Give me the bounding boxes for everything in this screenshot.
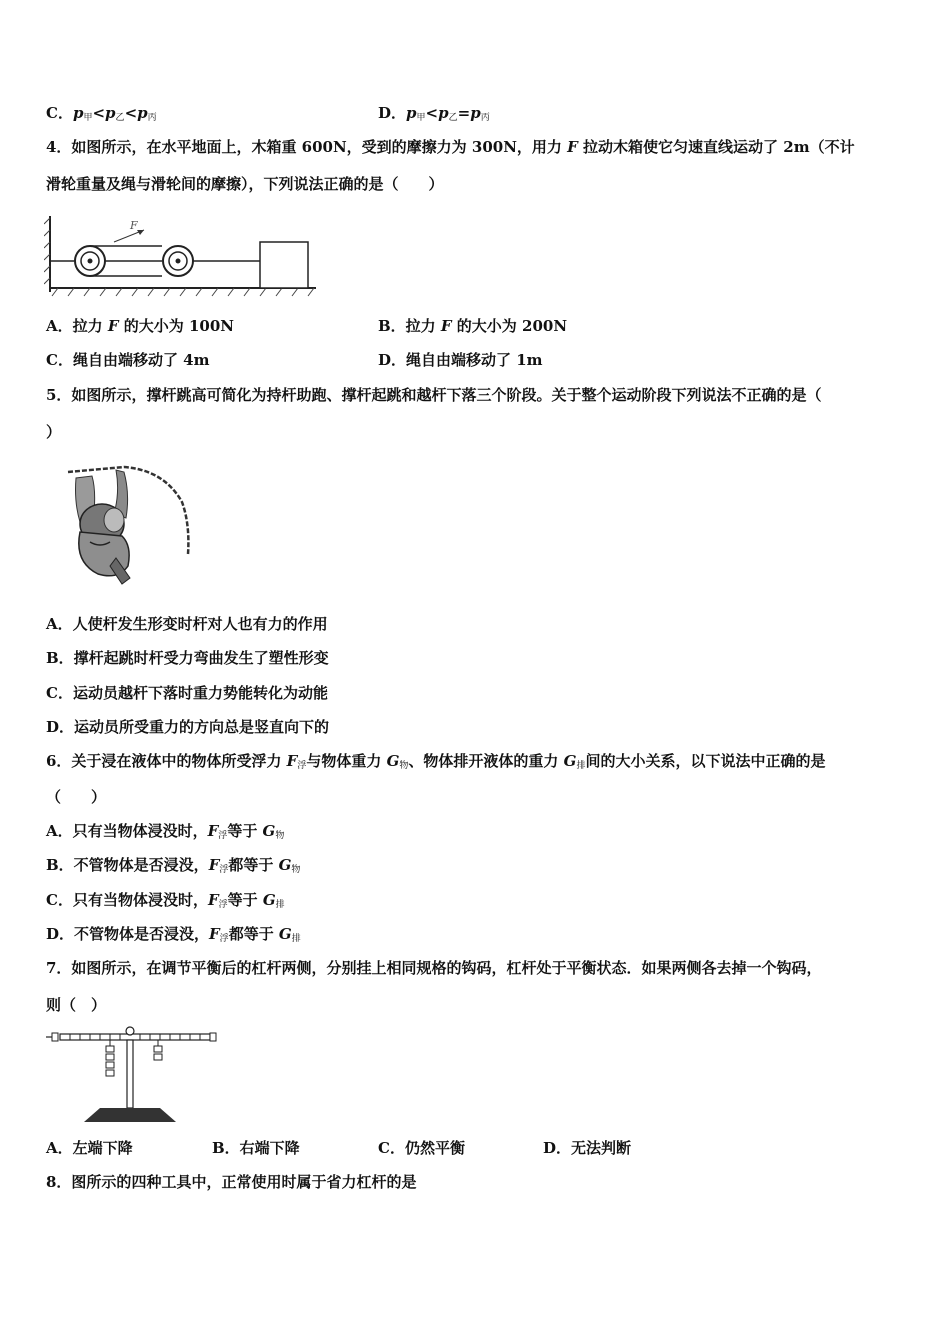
q7-option-c[interactable]: C．仍然平衡 — [378, 1139, 465, 1157]
force-label-f: F — [130, 219, 138, 232]
q6-stem-line1: 6．关于浸在液体中的物体所受浮力 $F_浮$与物体重力 $G_物$、物体排开液体的重力 $G_排$间的大小关系，以下说法中正确的是 — [46, 752, 826, 771]
q6-option-c[interactable]: C．只有当物体浸没时，$F_浮$等于 $G_排$ — [46, 891, 285, 910]
q7-option-d[interactable]: D．无法判断 — [543, 1139, 632, 1157]
q4-stem-line1: 4．如图所示，在水平地面上，木箱重 600N，受到的摩擦力为 300N，用力 F 拉动木箱使它匀速直线运动了 2m（不计 — [46, 138, 855, 156]
q5-option-b[interactable]: B．撑杆起跳时杆受力弯曲发生了塑性形变 — [46, 649, 329, 667]
q4-stem-line2: 滑轮重量及绳与滑轮间的摩擦），下列说法正确的是（ ） — [46, 175, 444, 193]
q5-option-a[interactable]: A．人使杆发生形变时杆对人也有力的作用 — [46, 615, 328, 633]
q5-option-d[interactable]: D．运动员所受重力的方向总是竖直向下的 — [46, 718, 330, 736]
q7-stem-line1: 7．如图所示，在调节平衡后的杠杆两侧，分别挂上相同规格的钩码，杠杆处于平衡状态．如果两侧各去掉一个钩码， — [46, 959, 822, 977]
q4-option-a[interactable]: A．拉力 F 的大小为 100N — [46, 317, 234, 335]
q6-stem-line2: （ ） — [46, 788, 107, 806]
q4-option-c[interactable]: C．绳自由端移动了 4m — [46, 351, 210, 369]
q6-option-b[interactable]: B．不管物体是否浸没，$F_浮$都等于 $G_物$ — [46, 856, 301, 875]
q5-option-c[interactable]: C．运动员越杆下落时重力势能转化为动能 — [46, 684, 328, 702]
q5-stem-line2: ） — [46, 423, 62, 441]
q7-option-a[interactable]: A．左端下降 — [46, 1139, 133, 1157]
q6-option-a[interactable]: A．只有当物体浸没时，$F_浮$等于 $G_物$ — [46, 822, 285, 841]
q6-option-d[interactable]: D．不管物体是否浸没，$F_浮$都等于 $G_排$ — [46, 925, 301, 944]
q4-option-b[interactable]: B．拉力 F 的大小为 200N — [378, 317, 568, 335]
q3-option-d[interactable]: D．$p_甲<p_乙=p_丙$ — [378, 104, 490, 123]
q3-option-c[interactable]: C．$p_甲<p_乙<p_丙$ — [46, 104, 157, 123]
lever-figure — [44, 1024, 222, 1126]
q7-stem-line2: 则（ ） — [46, 996, 107, 1014]
pole-vault-figure — [54, 462, 199, 592]
q8-stem-line1: 8．图所示的四种工具中，正常使用时属于省力杠杆的是 — [46, 1173, 417, 1191]
q5-stem-line1: 5．如图所示，撑杆跳高可简化为持杆助跑、撑杆起跳和越杆下落三个阶段。关于整个运动阶段下列说法不正确的是（ — [46, 386, 822, 404]
q4-option-d[interactable]: D．绳自由端移动了 1m — [378, 351, 543, 369]
q7-option-b[interactable]: B．右端下降 — [212, 1139, 300, 1157]
pulley-figure — [44, 212, 324, 300]
